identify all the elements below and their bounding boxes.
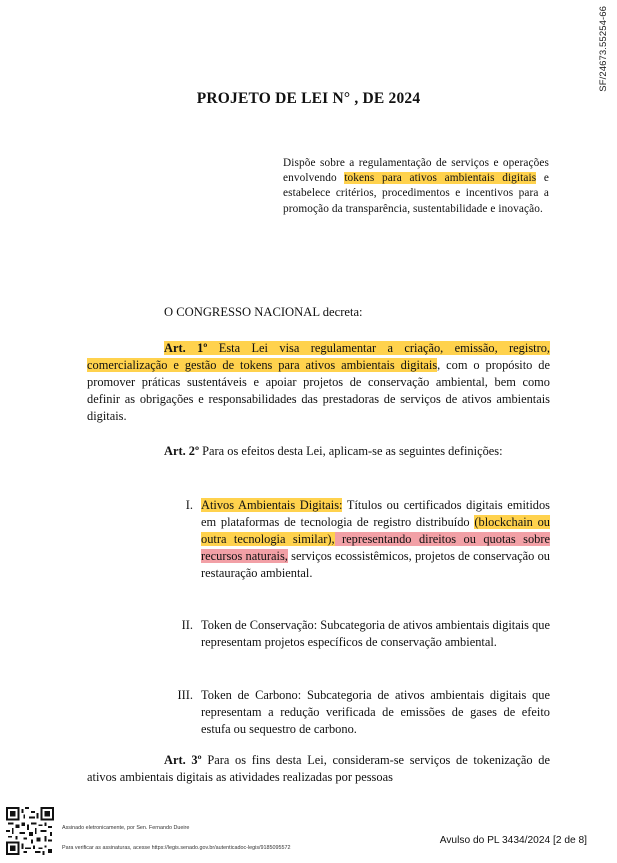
avulso-page-indicator: Avulso do PL 3434/2024 [2 de 8] <box>439 835 587 846</box>
item-number: III. <box>177 688 193 702</box>
item-number: II. <box>181 618 193 632</box>
art3-text: Para os fins desta Lei, consideram-se serviços de tokenização de ativos ambientais digitais as atividades realizadas por pessoas <box>87 753 550 785</box>
ementa-text-1: Dispõe sobre a regulamentação de serviços e operações envolvendo <box>283 157 549 185</box>
qr-code-icon <box>6 807 54 855</box>
item-number: I. <box>185 498 193 512</box>
decreta-line: O CONGRESSO NACIONAL decreta: <box>164 305 363 319</box>
ementa-highlight: tokens para ativos ambientais digitais <box>344 172 537 185</box>
article-3 <box>87 752 550 786</box>
item-text: Token de Conservação: Subcategoria de ativos ambientais digitais que representam projetos específicos de conservação ambiental. <box>201 618 550 650</box>
art2-label: Art. 2º <box>164 444 200 458</box>
ementa <box>283 156 549 217</box>
item-text: Token de Carbono: Subcategoria de ativos ambientais digitais que representam a redução verificada de emissões de gases de efeito estufa ou sequestro de carbono. <box>201 688 550 737</box>
item-text: Ativos Ambientais Digitais: Títulos ou certificados digitais emitidos em plataformas de tecnologia de registro distribuído (blockchain ou outra tecnologia similar), representando direitos ou quotas sobre recursos naturais, serviços ecossistêmicos, projetos de conservação ou restauração ambiental. <box>201 498 550 581</box>
art1-highlight: Esta Lei visa regulamentar a criação, emissão, registro, comercialização e gestão de tokens para ativos ambientais digitais <box>87 341 551 373</box>
ementa-text-2: e estabelece critérios, procedimentos e incentivos para a promoção da transparência, sustentabilidade e inovação. <box>283 172 549 215</box>
art3-label: Art. 3º <box>164 753 202 767</box>
item-paren-highlight: (blockchain ou outra tecnologia similar), <box>201 515 550 547</box>
art1-text: , com o propósito de promover práticas sustentáveis e apoiar projetos de conservação ambiental, bem como definir as obrigações e responsabilidades das prestadoras de serviços de ativos ambientais digitais. <box>87 358 550 424</box>
item-red-highlight: representando direitos ou quotas sobre recursos naturais, <box>201 532 550 564</box>
art2-text: Para os efeitos desta Lei, aplicam-se as seguintes definições: <box>199 444 503 458</box>
article-2 <box>87 443 550 460</box>
page-title: PROJETO DE LEI N° , DE 2024 <box>196 90 421 107</box>
art1-label: Art. 1º <box>164 341 208 355</box>
item-term-highlight: Ativos Ambientais Digitais: <box>201 498 343 512</box>
signature-note: Assinado eletronicamente, por Sen. Fernando Dueire <box>62 825 190 831</box>
document-id-code: SF/24673.55254-66 <box>598 6 609 92</box>
verification-link[interactable]: Para verificar as assinaturas, acesse https://legis.senado.gov.br/autenticadoc-legis/9185095572 <box>62 845 291 851</box>
article-1 <box>87 340 550 425</box>
